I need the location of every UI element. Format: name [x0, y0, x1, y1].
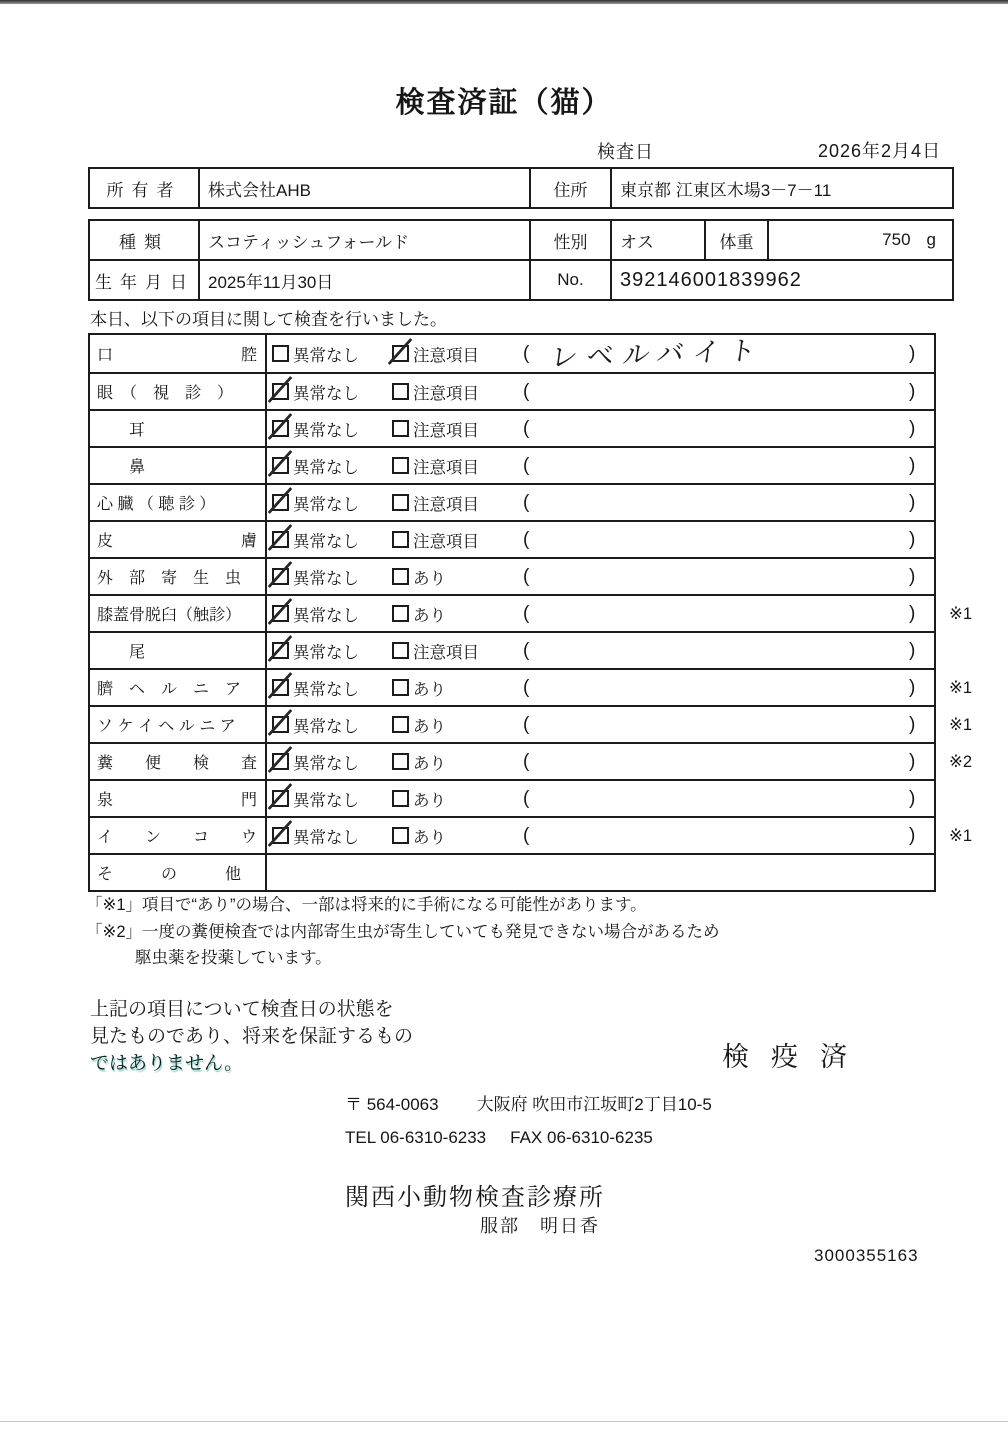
item-content	[267, 670, 973, 705]
item-content	[267, 818, 973, 853]
owner-value: 株式会社AHB	[198, 169, 529, 207]
pet-table	[88, 219, 954, 301]
paren-open: (	[523, 750, 530, 772]
checkbox-empty	[392, 753, 409, 770]
address-label: 住所	[529, 169, 610, 207]
footnote-2: 「※2」一度の糞便検査では内部寄生虫が寄生していても発見できない場合があるため	[86, 923, 720, 941]
option-attention-label: 注意項目	[413, 458, 479, 477]
veterinarian-name: 服部 明日香	[480, 1216, 600, 1236]
checkbox-checked	[272, 568, 289, 585]
item-content	[267, 485, 934, 520]
paren-open: (	[523, 824, 530, 846]
option-attention-label: 注意項目	[413, 421, 479, 440]
paren-open: (	[523, 787, 530, 809]
clinic-name: 関西小動物検査診療所	[345, 1184, 605, 1211]
paren-close: )	[909, 565, 916, 587]
paren-close: )	[909, 528, 916, 550]
page-title: 検査済証（猫）	[395, 87, 613, 119]
paren-close: )	[909, 750, 916, 772]
checkbox-empty	[272, 345, 289, 362]
checkbox-empty	[392, 531, 409, 548]
check-mark	[268, 746, 293, 773]
checklist-row-6	[90, 520, 934, 557]
option-attention	[392, 448, 479, 483]
option-no-abnormality	[272, 335, 359, 372]
paren-open: (	[523, 454, 530, 476]
paren-close: )	[909, 713, 916, 735]
option-no-abnormality	[272, 485, 359, 520]
weight-unit: g	[926, 230, 936, 249]
option-no-abnormality	[272, 818, 359, 853]
item-content	[267, 559, 934, 594]
paren-close: )	[909, 787, 916, 809]
clinic-address-line	[345, 1090, 712, 1115]
scan-edge-bottom	[0, 1421, 1008, 1422]
option-attention	[392, 374, 479, 409]
checkbox-checked	[272, 679, 289, 696]
document-serial-number: 3000355163	[814, 1246, 919, 1265]
item-content	[267, 448, 934, 483]
item-label: 臍 ヘ ル ニ ア	[90, 670, 267, 705]
option-attention	[392, 411, 479, 446]
option-attention-label: 注意項目	[413, 532, 479, 551]
disclaimer-paragraph	[90, 996, 413, 1077]
checklist-row-3	[90, 409, 934, 446]
item-label: 尾	[90, 633, 267, 668]
inspection-date-label: 検査日	[597, 142, 654, 162]
item-label: イ ン コ ウ	[90, 818, 267, 853]
option-no-abnormality-label: 異常なし	[293, 643, 359, 662]
paren-close: )	[909, 639, 916, 661]
item-content	[267, 744, 973, 779]
disclaimer-line-2: 見たものであり、将来を保証するもの	[90, 1026, 414, 1047]
breed-label: 種類	[119, 232, 169, 252]
quarantine-stamp: 検疫済	[722, 1042, 869, 1072]
item-label: 眼 （ 視 診 ）	[90, 374, 267, 409]
option-no-abnormality-label: 異常なし	[293, 421, 359, 440]
check-mark	[268, 672, 293, 699]
paren-open: (	[523, 602, 530, 624]
checklist-row-9	[90, 631, 934, 668]
paren-open: (	[523, 639, 530, 661]
footnote-1: 「※1」項目で“あり”の場合、一部は将来的に手術になる可能性があります。	[86, 896, 647, 914]
footnote-mark: ※2	[949, 752, 973, 771]
paren-open: (	[523, 491, 530, 513]
checkbox-empty	[392, 568, 409, 585]
checkbox-empty	[392, 827, 409, 844]
check-mark	[268, 487, 293, 514]
scan-edge-top	[0, 0, 1008, 4]
option-no-abnormality	[272, 633, 359, 668]
check-mark	[268, 450, 293, 477]
postal-code: 〒 564-0063	[345, 1095, 439, 1114]
checkbox-checked	[272, 383, 289, 400]
checkbox-checked	[272, 457, 289, 474]
birth-label: 生年月日	[95, 272, 195, 292]
checkbox-checked	[272, 642, 289, 659]
paren-close: )	[909, 380, 916, 402]
item-label: 外 部 寄 生 虫	[90, 559, 267, 594]
check-mark	[268, 413, 293, 440]
paren-open: (	[523, 342, 530, 364]
option-no-abnormality-label: 異常なし	[293, 717, 359, 736]
paren-close: )	[909, 491, 916, 513]
option-no-abnormality	[272, 596, 359, 631]
address-value: 東京都 江東区木場3－7－11	[610, 169, 952, 207]
checkbox-checked	[272, 605, 289, 622]
item-content	[267, 411, 934, 446]
weight-label: 体重	[704, 221, 767, 259]
option-no-abnormality	[272, 559, 359, 594]
item-label: 耳	[90, 411, 267, 446]
checkbox-empty	[392, 605, 409, 622]
checkbox-empty	[392, 420, 409, 437]
checklist-row-10	[90, 668, 973, 705]
paren-open: (	[523, 417, 530, 439]
checklist-row-1	[90, 335, 934, 372]
disclaimer-line-1: 上記の項目について検査日の状態を	[90, 999, 394, 1020]
option-no-abnormality	[272, 411, 359, 446]
option-attention	[392, 485, 479, 520]
option-no-abnormality	[272, 374, 359, 409]
check-mark	[268, 376, 293, 403]
footnote-mark: ※1	[949, 715, 973, 734]
check-mark	[388, 338, 413, 365]
no-label: No.	[529, 261, 610, 299]
check-mark	[268, 598, 293, 625]
option-attention	[392, 522, 479, 557]
item-content	[267, 855, 934, 890]
option-attention	[392, 633, 479, 668]
checkbox-empty	[392, 494, 409, 511]
intro-text: 本日、以下の項目に関して検査を行いました。	[90, 310, 447, 329]
checkbox-checked	[272, 531, 289, 548]
clinic-tel: TEL 06-6310-6233	[345, 1128, 487, 1147]
paren-open: (	[523, 713, 530, 735]
footnote-mark: ※1	[949, 678, 973, 697]
item-label: ソ ケ イ ヘ ル ニ ア	[90, 707, 267, 742]
handwritten-note: レベルバイト	[548, 335, 767, 373]
checklist-row-15	[90, 853, 934, 890]
option-attention	[392, 670, 446, 705]
inspection-date-value: 2026年2月4日	[818, 141, 942, 161]
option-no-abnormality	[272, 744, 359, 779]
option-no-abnormality	[272, 707, 359, 742]
item-label: 口 腔	[90, 335, 267, 372]
checkbox-checked	[272, 420, 289, 437]
option-attention	[392, 744, 446, 779]
option-attention-label: 注意項目	[413, 384, 479, 403]
checkbox-checked	[272, 827, 289, 844]
paren-close: )	[909, 824, 916, 846]
checklist-row-4	[90, 446, 934, 483]
option-attention-label: あり	[413, 606, 446, 625]
checkbox-empty	[392, 790, 409, 807]
checklist-row-12	[90, 742, 973, 779]
checklist-row-13	[90, 779, 934, 816]
item-label: 鼻	[90, 448, 267, 483]
option-no-abnormality	[272, 670, 359, 705]
paren-close: )	[909, 602, 916, 624]
sex-value: オス	[610, 221, 704, 259]
checklist-row-14	[90, 816, 973, 853]
paren-open: (	[523, 380, 530, 402]
option-no-abnormality-label: 異常なし	[293, 532, 359, 551]
option-no-abnormality-label: 異常なし	[293, 569, 359, 588]
option-no-abnormality-label: 異常なし	[293, 754, 359, 773]
option-attention-label: 注意項目	[413, 346, 479, 365]
option-attention	[392, 596, 446, 631]
option-attention-label: あり	[413, 680, 446, 699]
option-attention-label: あり	[413, 569, 446, 588]
item-label: 心 臓 （ 聴 診 ）	[90, 485, 267, 520]
footnote-mark: ※1	[949, 826, 973, 845]
item-content	[267, 707, 973, 742]
checklist-row-5	[90, 483, 934, 520]
item-label: 泉 門	[90, 781, 267, 816]
item-label: 膝蓋骨脱臼（触診）	[90, 596, 267, 631]
footnote-2-cont: 駆虫薬を投薬しています。	[135, 949, 332, 967]
owner-label: 所有者	[106, 180, 182, 200]
item-content	[267, 781, 934, 816]
footnote-mark: ※1	[949, 604, 973, 623]
option-no-abnormality	[272, 781, 359, 816]
checkbox-empty	[392, 716, 409, 733]
item-content	[267, 596, 973, 631]
checklist-row-7	[90, 557, 934, 594]
option-attention-label: あり	[413, 754, 446, 773]
paren-open: (	[523, 528, 530, 550]
checkbox-empty	[392, 457, 409, 474]
weight-value: 750	[882, 230, 911, 249]
pet-row-1	[90, 221, 952, 259]
option-no-abnormality-label: 異常なし	[293, 495, 359, 514]
clinic-fax: FAX 06-6310-6235	[510, 1128, 653, 1147]
option-no-abnormality-label: 異常なし	[293, 458, 359, 477]
checklist-table	[88, 333, 973, 892]
breed-value: スコティッシュフォールド	[198, 221, 529, 259]
paren-close: )	[909, 454, 916, 476]
paren-close: )	[909, 676, 916, 698]
option-attention	[392, 818, 446, 853]
item-content	[267, 374, 934, 409]
checkbox-empty	[392, 383, 409, 400]
pet-row-2	[90, 259, 952, 299]
option-attention-label: あり	[413, 791, 446, 810]
option-no-abnormality	[272, 448, 359, 483]
option-no-abnormality-label: 異常なし	[293, 606, 359, 625]
checkbox-empty	[392, 642, 409, 659]
checkbox-checked	[272, 790, 289, 807]
option-attention-label: あり	[413, 717, 446, 736]
option-attention	[392, 559, 446, 594]
option-attention	[392, 335, 479, 372]
item-label: 皮 膚	[90, 522, 267, 557]
option-no-abnormality-label: 異常なし	[293, 680, 359, 699]
checkbox-checked	[392, 345, 409, 362]
checkbox-checked	[272, 716, 289, 733]
option-no-abnormality-label: 異常なし	[293, 791, 359, 810]
option-no-abnormality	[272, 522, 359, 557]
check-mark	[268, 635, 293, 662]
owner-table	[88, 167, 954, 209]
clinic-address: 大阪府 吹田市江坂町2丁目10-5	[476, 1095, 712, 1114]
weight-cell	[767, 221, 952, 259]
owner-row	[90, 169, 952, 207]
option-attention-label: 注意項目	[413, 643, 479, 662]
option-no-abnormality-label: 異常なし	[293, 828, 359, 847]
option-no-abnormality-label: 異常なし	[293, 384, 359, 403]
checklist-row-11	[90, 705, 973, 742]
checkbox-checked	[272, 494, 289, 511]
check-mark	[268, 709, 293, 736]
checkbox-empty	[392, 679, 409, 696]
no-value: 392146001839962	[610, 261, 952, 299]
checklist-row-2	[90, 372, 934, 409]
clinic-phone-line	[345, 1128, 653, 1148]
checkbox-checked	[272, 753, 289, 770]
check-mark	[268, 820, 293, 847]
disclaimer-line-3: ではありません。	[90, 1053, 244, 1074]
option-attention	[392, 781, 446, 816]
check-mark	[268, 783, 293, 810]
check-mark	[268, 524, 293, 551]
checklist-row-8	[90, 594, 973, 631]
check-mark	[268, 561, 293, 588]
item-content	[267, 522, 934, 557]
paren-open: (	[523, 565, 530, 587]
option-attention	[392, 707, 446, 742]
item-content	[267, 633, 934, 668]
option-attention-label: あり	[413, 828, 446, 847]
paren-close: )	[909, 417, 916, 439]
paren-close: )	[909, 342, 916, 364]
sex-label: 性別	[529, 221, 610, 259]
option-attention-label: 注意項目	[413, 495, 479, 514]
item-content	[267, 335, 934, 372]
paren-open: (	[523, 676, 530, 698]
birth-value: 2025年11月30日	[198, 261, 529, 299]
item-label: 糞 便 検 査	[90, 744, 267, 779]
item-label: そ の 他	[90, 855, 267, 890]
option-no-abnormality-label: 異常なし	[293, 346, 359, 365]
